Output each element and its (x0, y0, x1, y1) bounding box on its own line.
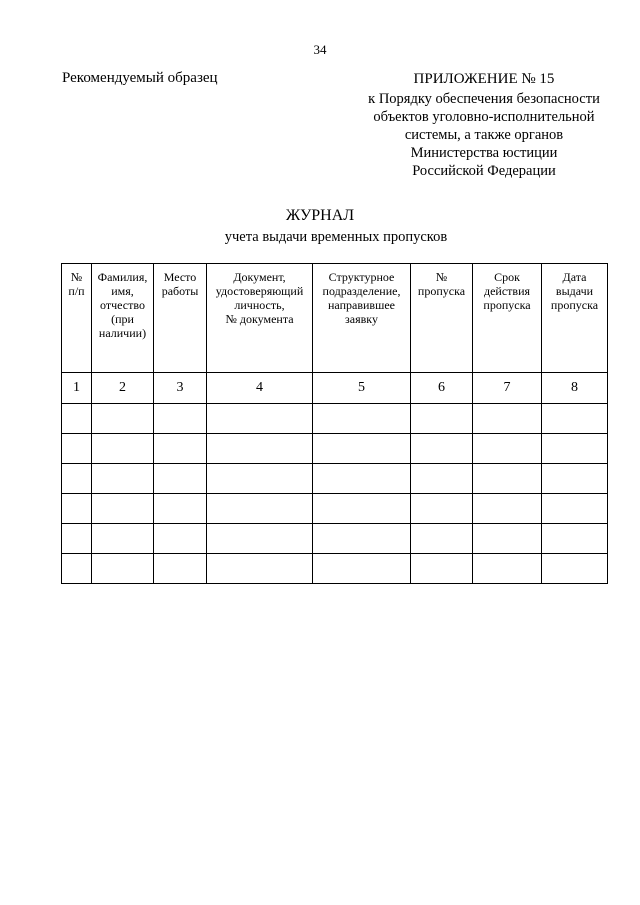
empty-cell (411, 434, 473, 464)
empty-cell (473, 434, 542, 464)
column-header-5 (313, 264, 411, 373)
page-number: 34 (313, 42, 327, 57)
column-number-cell: 4 (207, 373, 313, 404)
journal-title: ЖУРНАЛ (285, 207, 355, 224)
empty-cell (542, 464, 608, 494)
column-header-line: (при (111, 312, 134, 326)
column-header-line: имя, (111, 284, 134, 298)
column-number-cell: 5 (313, 373, 411, 404)
empty-cell (411, 554, 473, 584)
appendix-line: Министерства юстиции (410, 145, 558, 161)
column-header-line: № документа (225, 312, 294, 326)
appendix-title: ПРИЛОЖЕНИЕ № 15 (413, 71, 555, 87)
column-header-line: Дата (562, 270, 587, 284)
column-header-8 (542, 264, 608, 373)
column-number-cell: 2 (92, 373, 154, 404)
journal-subtitle: учета выдачи временных пропусков (224, 229, 448, 245)
empty-cell (62, 524, 92, 554)
empty-cell (411, 524, 473, 554)
table-row (62, 434, 608, 464)
column-header-line: пропуска (483, 298, 531, 312)
table-row (62, 494, 608, 524)
sample-label: Рекомендуемый образец (62, 70, 218, 86)
appendix-line: объектов уголовно-исполнительной (373, 109, 595, 125)
empty-cell (62, 494, 92, 524)
empty-cell (542, 524, 608, 554)
column-header-line: пропуска (417, 284, 466, 298)
empty-cell (92, 434, 154, 464)
column-number-row (62, 373, 608, 404)
empty-cell (473, 494, 542, 524)
empty-cell (92, 494, 154, 524)
column-header-3 (154, 264, 207, 373)
column-number-cell: 8 (542, 373, 608, 404)
empty-cell (62, 464, 92, 494)
empty-cell (473, 404, 542, 434)
empty-cell (313, 404, 411, 434)
column-header-1 (62, 264, 92, 373)
column-header-line: Фамилия, (97, 270, 148, 284)
column-header-line: выдачи (555, 284, 594, 298)
header-row (62, 264, 608, 373)
column-header-line: п/п (68, 284, 85, 298)
empty-cell (62, 404, 92, 434)
table-body (62, 373, 608, 584)
empty-cell (411, 404, 473, 434)
empty-cell (154, 554, 207, 584)
empty-cell (92, 554, 154, 584)
appendix-line: системы, а также органов (404, 127, 564, 143)
column-header-line: наличии) (98, 326, 147, 340)
empty-cell (154, 524, 207, 554)
column-header-line: пропуска (550, 298, 599, 312)
column-header-line: Место (163, 270, 197, 284)
table-row (62, 404, 608, 434)
column-header-7 (473, 264, 542, 373)
empty-cell (542, 404, 608, 434)
column-header-line: отчество (100, 298, 145, 312)
empty-cell (473, 524, 542, 554)
column-header-line: направившее (328, 298, 395, 312)
empty-cell (62, 554, 92, 584)
empty-cell (473, 554, 542, 584)
empty-cell (207, 434, 313, 464)
empty-cell (154, 434, 207, 464)
column-header-line: личность, (234, 298, 285, 312)
journal-table (61, 263, 608, 584)
column-header-line: № (70, 270, 83, 284)
table-row (62, 524, 608, 554)
column-header-line: Срок (494, 270, 520, 284)
empty-cell (154, 404, 207, 434)
empty-cell (92, 524, 154, 554)
column-number-cell: 3 (154, 373, 207, 404)
appendix-block (360, 70, 608, 180)
empty-cell (542, 494, 608, 524)
table-row (62, 464, 608, 494)
empty-cell (62, 434, 92, 464)
column-header-line: действия (483, 284, 531, 298)
empty-cell (411, 494, 473, 524)
empty-cell (207, 494, 313, 524)
empty-cell (313, 434, 411, 464)
empty-cell (154, 464, 207, 494)
empty-cell (92, 464, 154, 494)
empty-cell (92, 404, 154, 434)
empty-cell (207, 554, 313, 584)
table-row (62, 554, 608, 584)
column-header-2 (92, 264, 154, 373)
column-header-line: № (435, 270, 448, 284)
column-number-cell: 6 (411, 373, 473, 404)
column-number-cell: 1 (62, 373, 92, 404)
empty-cell (207, 404, 313, 434)
appendix-line: Российской Федерации (412, 163, 556, 179)
column-header-4 (207, 264, 313, 373)
appendix-line: к Порядку обеспечения безопасности (368, 91, 600, 107)
empty-cell (313, 494, 411, 524)
empty-cell (411, 464, 473, 494)
column-header-6 (411, 264, 473, 373)
empty-cell (313, 464, 411, 494)
empty-cell (473, 464, 542, 494)
empty-cell (542, 554, 608, 584)
empty-cell (154, 494, 207, 524)
empty-cell (313, 524, 411, 554)
column-number-cell: 7 (473, 373, 542, 404)
column-header-line: удостоверяющий (215, 284, 304, 298)
column-header-line: подразделение, (322, 284, 401, 298)
column-header-line: заявку (345, 312, 378, 326)
empty-cell (207, 464, 313, 494)
empty-cell (313, 554, 411, 584)
column-header-line: Документ, (233, 270, 286, 284)
column-header-line: Структурное (328, 270, 395, 284)
empty-cell (542, 434, 608, 464)
empty-cell (207, 524, 313, 554)
column-header-line: работы (161, 284, 199, 298)
